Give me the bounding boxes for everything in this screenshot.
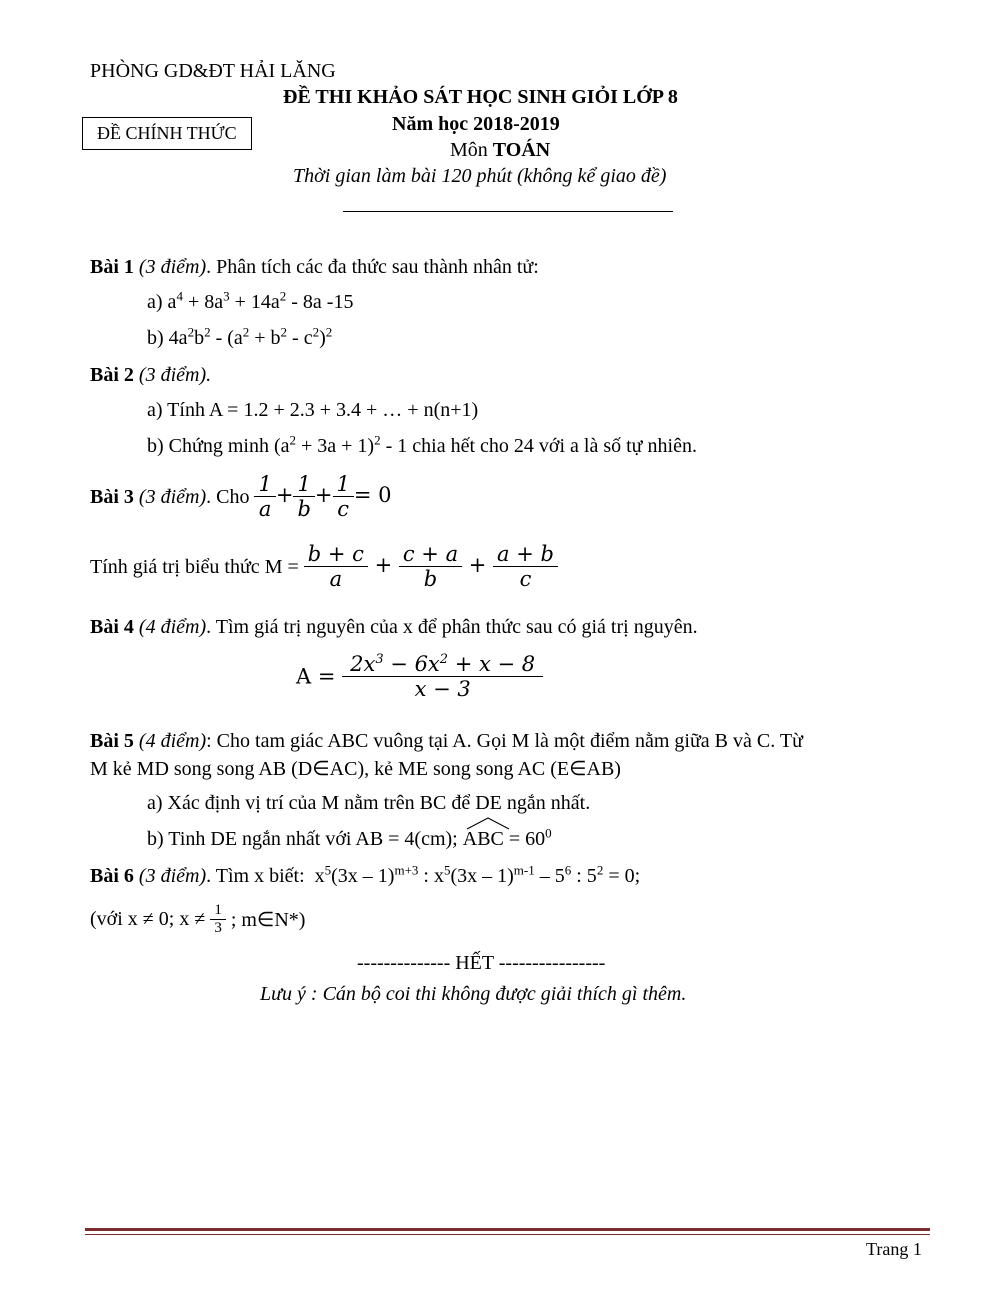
bai6-cond-post: ; m∈N*) bbox=[230, 909, 306, 931]
bai5-label: Bài 5 bbox=[90, 730, 134, 752]
bai1-label: Bài 1 bbox=[90, 256, 134, 278]
end-marker: -------------- HẾT ---------------- bbox=[357, 952, 606, 974]
bai3-condition: $\frac{1}{a}$ + $\frac{1}{b}$ + $\frac{1}{c}$ = 0 bbox=[254, 483, 391, 507]
bai5-b: b) Tinh DE ngắn nhất với AB = 4(cm); ABC = $60^0$ bbox=[147, 828, 552, 851]
bai2-b-post: - 1 chia hết cho 24 với a là số tự nhiên. bbox=[380, 435, 697, 457]
bai6-text: . Tìm x biết: bbox=[206, 865, 305, 887]
office-name: PHÒNG GD&ĐT HẢI LĂNG bbox=[90, 60, 336, 82]
bai1-b: b) $4a^2b^2 - (a^2 + b^2 - c^2)^2$ bbox=[147, 324, 333, 349]
bai4-label: Bài 4 bbox=[90, 616, 134, 638]
bai3-tinh: Tính giá trị biểu thức M = bbox=[90, 555, 299, 578]
bai4-formula: A = $\frac{2x^3 - 6x^2 + x - 8}{x - 3}$ bbox=[296, 652, 543, 701]
bai2-b: b) Chứng minh $(a^2 + 3a + 1)^2 - 1$ chia hết cho 24 với a là số tự nhiên. bbox=[147, 432, 697, 457]
bai5-line1 bbox=[90, 730, 803, 753]
bai2-label: Bài 2 bbox=[90, 364, 134, 386]
bai4-points: (4 điểm) bbox=[138, 616, 207, 638]
bai5-b-post: = 60 bbox=[503, 828, 546, 850]
bai6-label: Bài 6 bbox=[90, 865, 134, 887]
bai3-label: Bài 3 bbox=[90, 485, 134, 508]
bai5-points: (4 điểm) bbox=[138, 730, 207, 752]
bai1-points: (3 điểm) bbox=[138, 256, 207, 278]
bai2-a: a) Tính A = 1.2 + 2.3 + 3.4 + … + n(n+1) bbox=[147, 399, 479, 421]
bai1-b-label: b) bbox=[147, 327, 164, 349]
bai2-b-pre: b) Chứng minh (a bbox=[147, 435, 290, 457]
bai6-heading: Bài 6 (3 điểm). Tìm x biết: $x^5(3x - 1)^{m+3}$ : $x^5(3x - 1)^{m-1} - 5^6$ : $5^2 = 0$; bbox=[90, 862, 641, 887]
subject-line bbox=[450, 139, 550, 162]
bai5-a: a) Xác định vị trí của M nằm trên BC để DE ngắn nhất. bbox=[147, 792, 591, 814]
bai5-line2: M kẻ MD song song AB (D∈AC), kẻ ME song song AC (E∈AB) bbox=[90, 758, 621, 780]
footer-note: Lưu ý : Cán bộ coi thi không được giải thích gì thêm. bbox=[260, 983, 687, 1005]
subject-prefix: Môn bbox=[450, 139, 488, 161]
subject-name: TOÁN bbox=[492, 139, 551, 161]
bai5-b-pre: b) Tinh DE ngắn nhất với AB = 4(cm); bbox=[147, 828, 458, 850]
bai2-b-mid: + 3a + 1) bbox=[296, 435, 375, 457]
bai6-condition: (với x ≠ 0; x ≠ $\frac{1}{3}$ ; m∈N*) bbox=[90, 902, 306, 936]
bai1-a: a) $a^4 + 8a^3 + 14a^2 - 8a$ -15 bbox=[147, 288, 354, 313]
official-label: ĐỀ CHÍNH THỨC bbox=[82, 117, 252, 150]
page-number: Trang 1 bbox=[866, 1239, 922, 1259]
exam-title: ĐỀ THI KHẢO SÁT HỌC SINH GIỎI LỚP 8 bbox=[283, 86, 678, 108]
bai3-heading bbox=[90, 472, 392, 521]
footer-rule bbox=[85, 1228, 930, 1231]
header-divider bbox=[343, 211, 673, 212]
bai3-cho: . Cho bbox=[206, 485, 250, 508]
bai5-angle: ABC bbox=[462, 828, 504, 850]
bai1-heading bbox=[90, 256, 539, 279]
angle-hat-icon bbox=[465, 816, 511, 830]
school-year: Năm học 2018-2019 bbox=[392, 113, 560, 135]
bai5-text1: : Cho tam giác ABC vuông tại A. Gọi M là một điểm nằm giữa B và C. Từ bbox=[206, 730, 803, 752]
bai2-heading: Bài 2 (3 điểm). bbox=[90, 364, 212, 386]
bai6-points: (3 điểm) bbox=[138, 865, 207, 887]
bai6-cond-pre: (với x ≠ 0; x ≠ bbox=[90, 908, 206, 930]
bai4-heading bbox=[90, 616, 698, 639]
bai3-expression: Tính giá trị biểu thức M = $\frac{b + c}{a}$ + $\frac{c + a}{b}$ + $\frac{a + b}{c}$ bbox=[90, 542, 558, 591]
exam-time: Thời gian làm bài 120 phút (không kể giao đề) bbox=[293, 165, 667, 187]
footer-rule-thin bbox=[85, 1234, 930, 1235]
bai4-text: . Tìm giá trị nguyên của x để phân thức sau có giá trị nguyên. bbox=[206, 616, 698, 638]
bai3-points: (3 điểm) bbox=[138, 485, 207, 508]
bai2-points: (3 điểm) bbox=[138, 364, 207, 386]
bai1-text: . Phân tích các đa thức sau thành nhân tử: bbox=[206, 256, 539, 278]
bai1-a-label: a) bbox=[147, 291, 163, 313]
